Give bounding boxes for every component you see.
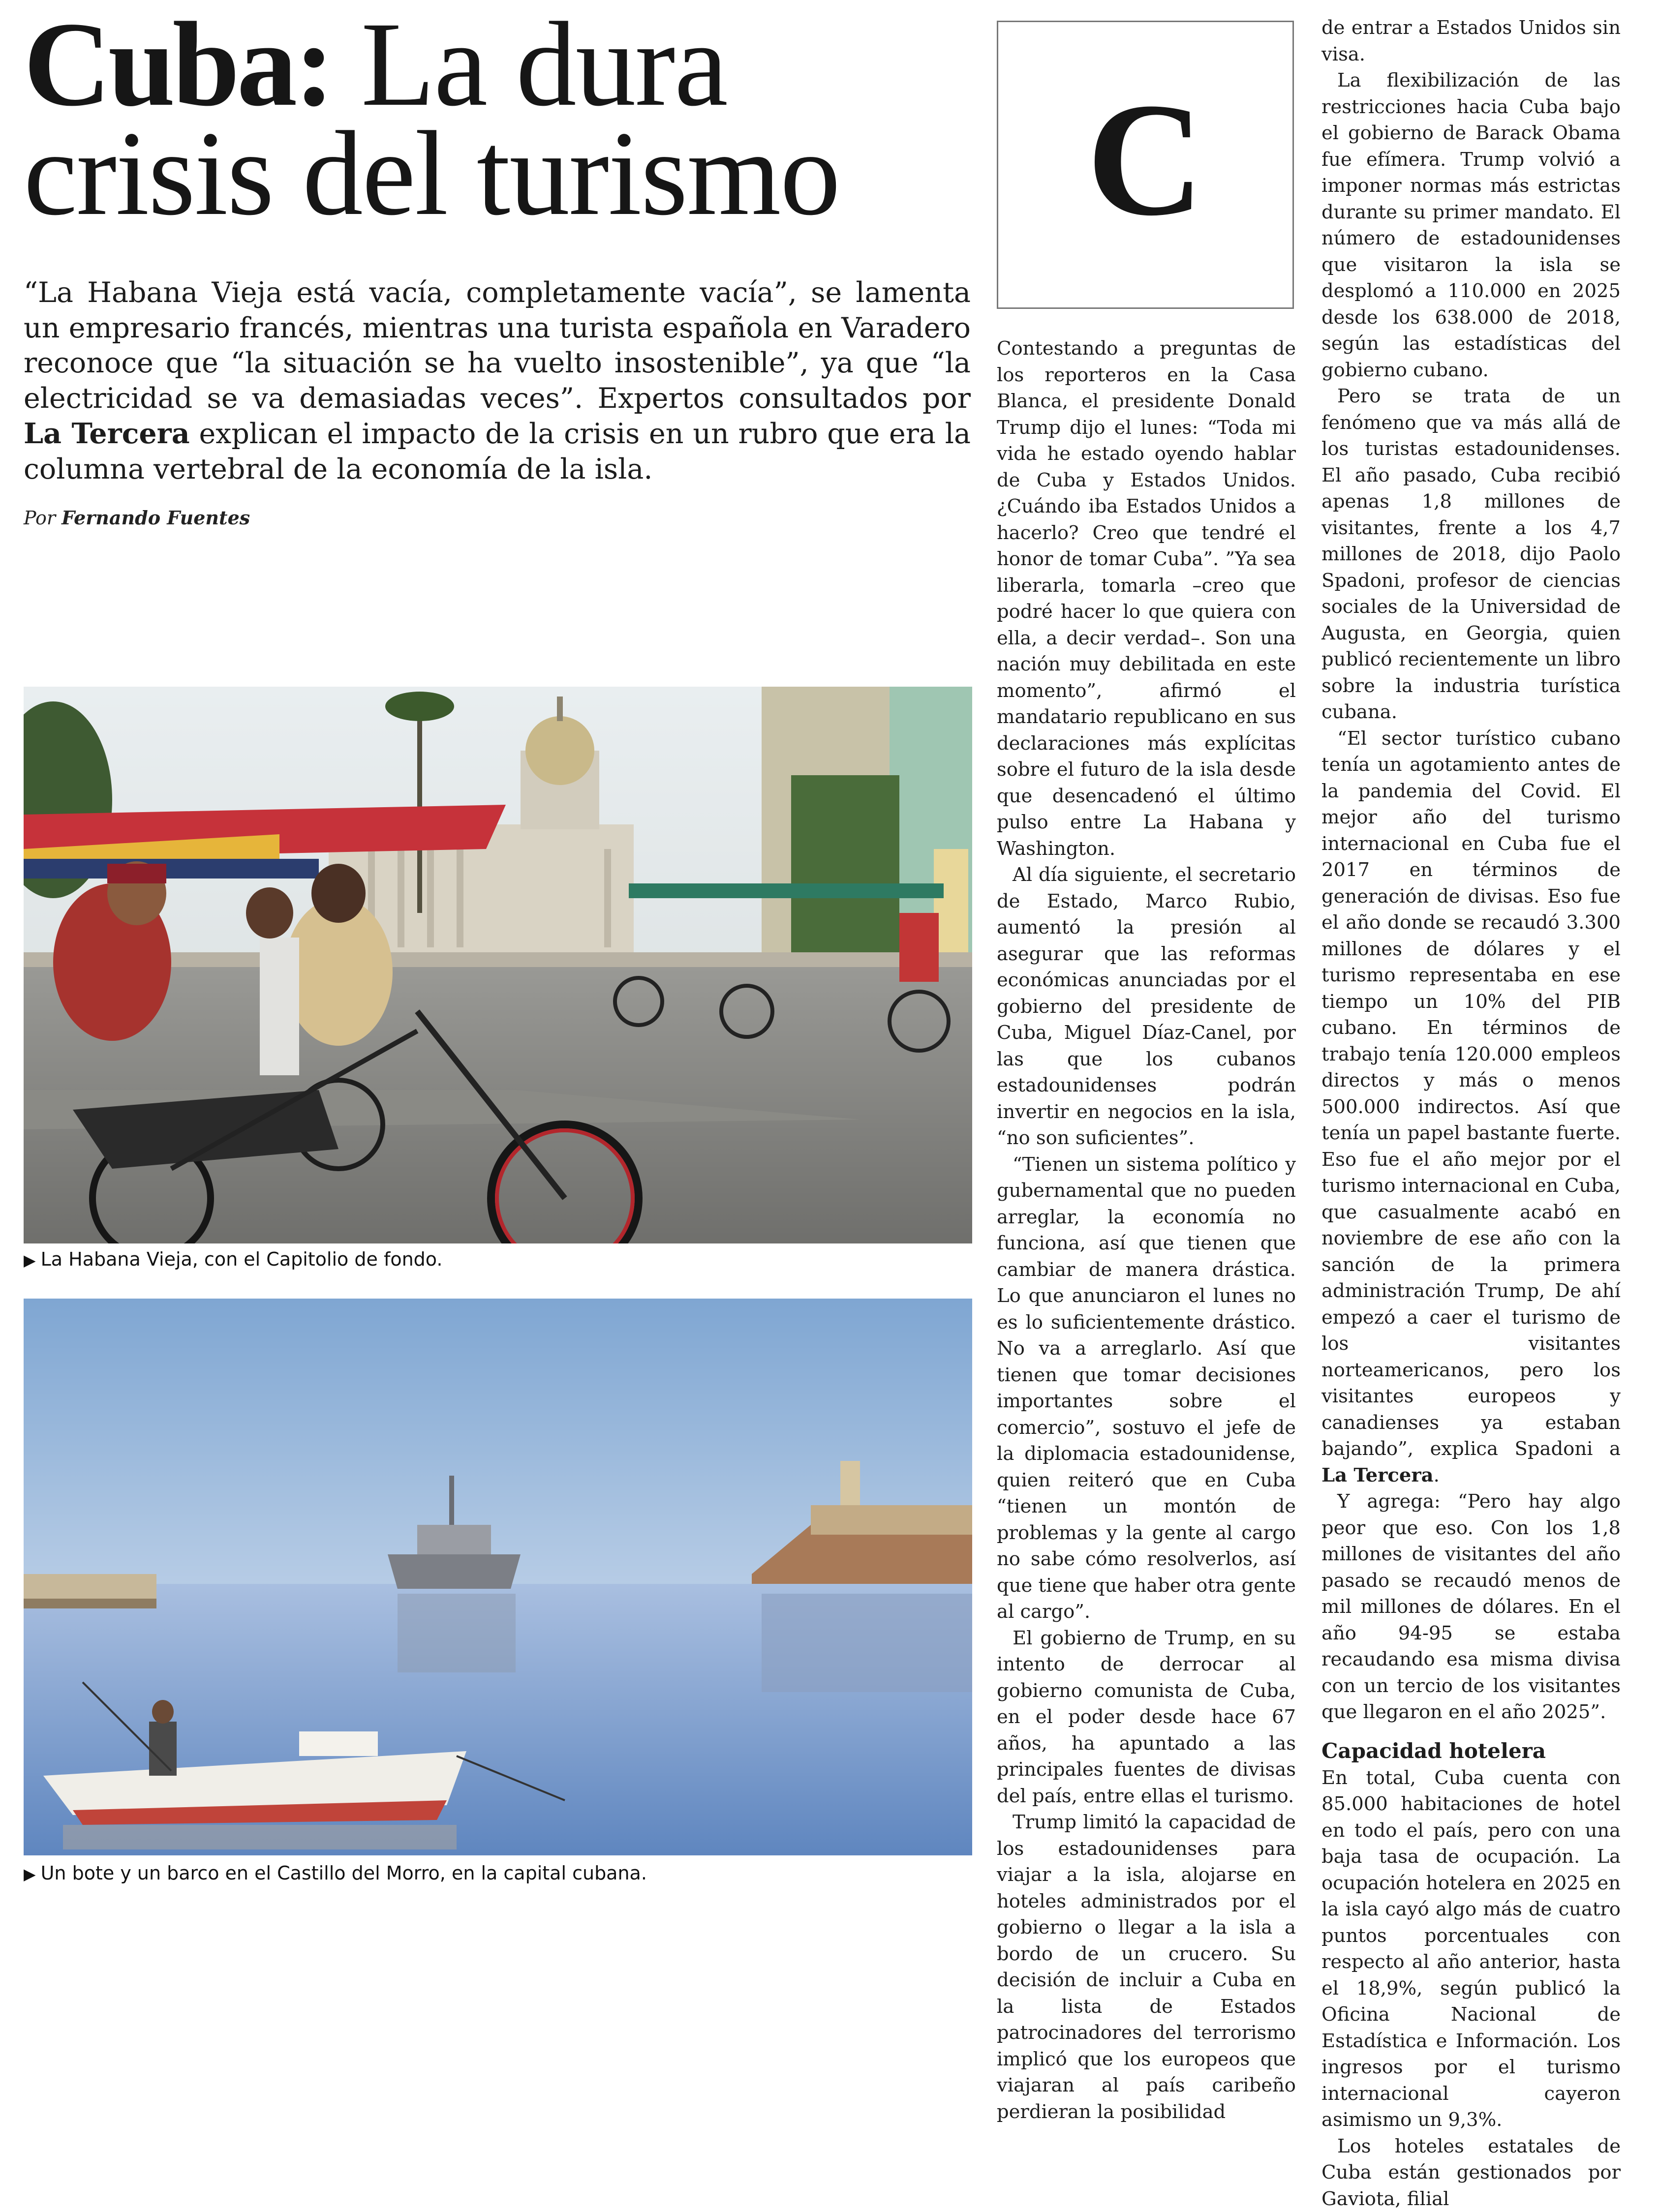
photo-castillo-morro-image (24, 1299, 972, 1855)
column-middle (997, 335, 1296, 2125)
paragraph: Pero se trata de un fenómeno que va más allá de los turistas estadounidenses. El año pasado, Cuba recibió apenas 1,8 millones de visitantes, frente a los 4,7 millones de 2018, dijo Paolo Spadoni, profesor de ciencias sociales de la Universidad de Augusta, en Georgia, quien publicó recientemente un libro sobre la industria turística cubana. (1321, 383, 1621, 726)
lead-text: “La Habana Vieja está vacía, completamente vacía”, se lamenta un empresario francés, mientras una turista española en Varadero reconoce que “la situación se ha vuelto insostenible”, ya que “la electricidad se va demasiadas veces”. Expertos consultados por (24, 276, 971, 415)
headline (24, 10, 958, 228)
paragraph: “Tienen un sistema político y gubernamental que no pueden arreglar, la economía no funciona, así que tienen que cambiar de manera drástica. Lo que anunciaron el lunes no es lo suficientemente drástico. No va a arreglarlo. Así que tienen que tomar decisiones importantes sobre el comercio”, sostuvo el jefe de la diplomacia estadounidense, quien reiteró que en Cuba “tienen un montón de problemas y la gente al cargo no sabe cómo resolverlos, así que tiene que haber otra gente al cargo”. (997, 1151, 1296, 1625)
byline-prefix: Por (24, 507, 56, 529)
photo-habana-vieja (24, 687, 972, 1243)
headline-text: La dura crisis del turismo (24, 0, 840, 241)
paragraph: En total, Cuba cuenta con 85.000 habitaciones de hotel en todo el país, pero con una baja tasa de ocupación. La ocupación hotelera en 2025 en la isla cayó algo más de cuatro puntos porcentuales con respecto al año anterior, hasta el 18,9%, según publicó la Oficina Nacional de Estadística e Información. Los ingresos por el turismo internacional cayeron asimismo un 9,3%. (1321, 1765, 1621, 2133)
paragraph (1321, 726, 1621, 1489)
photo-caption-morro-text: Un bote y un barco en el Castillo del Morro, en la capital cubana. (41, 1862, 647, 1884)
paragraph: Contestando a preguntas de los reporteros en la Casa Blanca, el presidente Donald Trump dijo el lunes: “Toda mi vida he estado oyendo hablar de Cuba y Estados Unidos. ¿Cuándo iba Estados Unidos a hacerlo? Creo que tendré el honor de tomar Cuba”. ”Ya sea liberarla, tomarla –creo que podré hacer lo que quiera con ella, a decir verdad–. Son una nación muy debilitada en este momento”, afirmó el mandatario republicano en sus declaraciones más explícitas sobre el futuro de la isla desde que desencadenó el último pulso entre La Habana y Washington. (997, 335, 1296, 862)
headline-kicker: Cuba: (24, 0, 332, 131)
photo-castillo-morro (24, 1299, 972, 1855)
paragraph: La flexibilización de las restricciones hacia Cuba bajo el gobierno de Barack Obama fue efímera. Trump volvió a imponer normas más estrictas durante su primer mandato. El número de estadounidenses que visitaron la isla se desplomó a 110.000 en 2025 desde los 638.000 de 2018, según las estadísticas del gobierno cubano. (1321, 67, 1621, 383)
play-arrow-icon: ▶ (24, 1251, 36, 1270)
paragraph: Y agrega: “Pero hay algo peor que eso. Con los 1,8 millones de visitantes del año pasado se recaudó menos de mil millones de dólares. En el año 94-95 se estaba recaudando esa misma divisa con un tercio de los visitantes que llegaron en el año 2025”. (1321, 1488, 1621, 1726)
lead-source: La Tercera (24, 417, 190, 450)
paragraph: Trump limitó la capacidad de los estadounidenses para viajar a la isla, alojarse en hoteles administrados por el gobierno o llegar a la isla a bordo de un crucero. Su decisión de incluir a Cuba en la lista de Estados patrocinadores del terrorismo implicó que los europeos que viajaran al país caribeño perdieran la posibilidad (997, 1809, 1296, 2125)
photo-caption-habana-text: La Habana Vieja, con el Capitolio de fondo. (41, 1248, 443, 1270)
byline-author: Fernando Fuentes (61, 507, 250, 529)
source-name: La Tercera (1321, 1464, 1434, 1486)
drop-cap-box (997, 21, 1294, 309)
photo-caption-habana (24, 1248, 442, 1270)
drop-cap: C (1087, 79, 1204, 241)
lead-paragraph (24, 275, 971, 487)
paragraph-text: “El sector turístico cubano tenía un agotamiento antes de la pandemia del Covid. El mejor año del turismo internacional en Cuba fue el 2017 en términos de generación de divisas. Eso fue el año donde se recaudó 3.300 millones de dólares y el turismo representaba en ese tiempo un 10% del PIB cubano. En términos de trabajo tenía 120.000 empleos directos y más o menos 500.000 indirectos. Así que tenía un papel bastante fuerte. Eso fue el año mejor por el turismo internacional en Cuba, que casualmente acabó en noviembre de ese año con la sanción de la primera administración Trump, De ahí empezó a caer el turismo de los visitantes norteamericanos, pero los visitantes europeos y canadienses ya estaban bajando”, explica Spadoni a (1321, 727, 1621, 1460)
paragraph: El gobierno de Trump, en su intento de derrocar al gobierno comunista de Cuba, en el poder desde hace 67 años, ha apuntado a las principales fuentes de divisas del país, entre ellas el turismo. (997, 1625, 1296, 1810)
subhead: Capacidad hotelera (1321, 1737, 1621, 1765)
paragraph-end: . (1434, 1464, 1440, 1486)
lead-text-end: explican el impacto de la crisis en un rubro que era la columna vertebral de la economía de la isla. (24, 418, 971, 485)
photo-caption-morro (24, 1862, 647, 1884)
paragraph: Al día siguiente, el secretario de Estado, Marco Rubio, aumentó la presión al asegurar que las reformas económicas anunciadas por el gobierno del presidente de Cuba, Miguel Díaz-Canel, por las que los cubanos estadounidenses podrán invertir en negocios en la isla, “no son suficientes”. (997, 862, 1296, 1151)
play-arrow-icon: ▶ (24, 1865, 36, 1883)
byline (24, 507, 250, 529)
paragraph: de entrar a Estados Unidos sin visa. (1321, 15, 1621, 67)
column-right (1321, 15, 1621, 2212)
photo-habana-vieja-image (24, 687, 972, 1243)
paragraph: Los hoteles estatales de Cuba están gestionados por Gaviota, filial (1321, 2133, 1621, 2212)
